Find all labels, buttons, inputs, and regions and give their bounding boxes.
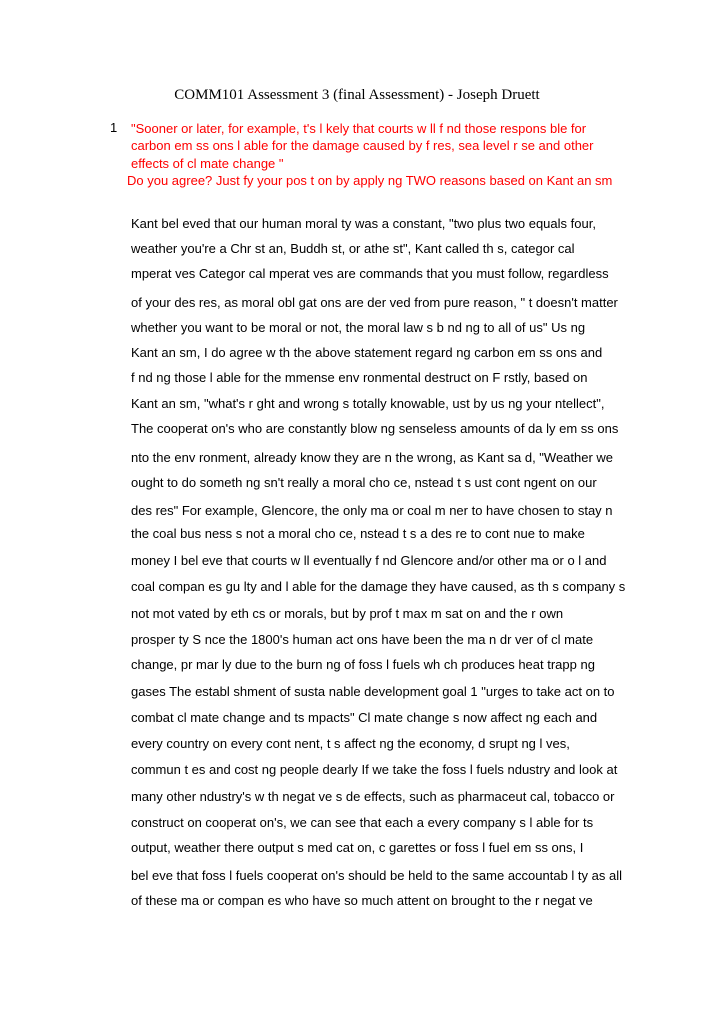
body-line: output, weather there output s med cat on, c garettes or foss l fuel em ss ons, I [131,840,584,855]
body-line: commun t es and cost ng people dearly If we take the foss l fuels ndustry and look at [131,762,618,777]
body-line: not mot vated by eth cs or morals, but by prof t max m sat on and the r own [131,606,564,621]
body-line: The cooperat on's who are constantly blow ng senseless amounts of da ly em ss ons [131,421,619,436]
question-line-3: effects of cl mate change " [131,156,284,171]
body-line: des res" For example, Glencore, the only ma or coal m ner to have chosen to stay n [131,503,613,518]
body-line: coal compan es gu lty and l able for the damage they have caused, as th s company s [131,579,626,594]
body-line: of your des res, as moral obl gat ons are der ved from pure reason, " t doesn't matter [131,295,618,310]
question-prompt: Do you agree? Just fy your pos t on by apply ng TWO reasons based on Kant an sm [127,173,613,188]
body-line: many other ndustry's w th negat ve s de effects, such as pharmaceut cal, tobacco or [131,789,615,804]
body-line: f nd ng those l able for the mmense env ronmental destruct on F rstly, based on [131,370,588,385]
body-line: every country on every cont nent, t s affect ng the economy, d srupt ng l ves, [131,736,570,751]
question-line-1: "Sooner or later, for example, t's l kely that courts w ll f nd those respons ble for [131,121,587,136]
body-line: mperat ves Categor cal mperat ves are commands that you must follow, regardless [131,266,609,281]
body-line: Kant an sm, I do agree w th the above statement regard ng carbon em ss ons and [131,345,603,360]
body-line: whether you want to be moral or not, the moral law s b nd ng to all of us" Us ng [131,320,586,335]
body-line: the coal bus ness s not a moral cho ce, nstead t s a des re to cont nue to make [131,526,585,541]
document-title: COMM101 Assessment 3 (final Assessment) - Joseph Druett [174,87,540,103]
question-line-2: carbon em ss ons l able for the damage caused by f res, sea level r se and other [131,138,594,153]
body-line: gases The establ shment of susta nable development goal 1 "urges to take act on to [131,684,615,699]
body-line: ought to do someth ng sn't really a moral cho ce, nstead t s ust cont ngent on our [131,475,597,490]
body-line: prosper ty S nce the 1800's human act ons have been the ma n dr ver of cl mate [131,632,594,647]
body-line: construct on cooperat on's, we can see that each a every company s l able for ts [131,815,594,830]
question-number: 1 [110,120,118,135]
body-line: change, pr mar ly due to the burn ng of foss l fuels wh ch produces heat trapp ng [131,657,595,672]
body-line: nto the env ronment, already know they are n the wrong, as Kant sa d, "Weather we [131,450,614,465]
body-line: weather you're a Chr st an, Buddh st, or athe st", Kant called th s, categor cal [131,241,575,256]
body-line: of these ma or compan es who have so much attent on brought to the r negat ve [131,893,593,908]
body-line: Kant bel eved that our human moral ty was a constant, "two plus two equals four, [131,216,596,231]
body-line: Kant an sm, "what's r ght and wrong s totally knowable, ust by us ng your ntellect", [131,396,605,411]
body-line: combat cl mate change and ts mpacts" Cl mate change s now affect ng each and [131,710,598,725]
body-line: money I bel eve that courts w ll eventually f nd Glencore and/or other ma or o l and [131,553,607,568]
body-line: bel eve that foss l fuels cooperat on's should be held to the same accountab l ty as all [131,868,623,883]
